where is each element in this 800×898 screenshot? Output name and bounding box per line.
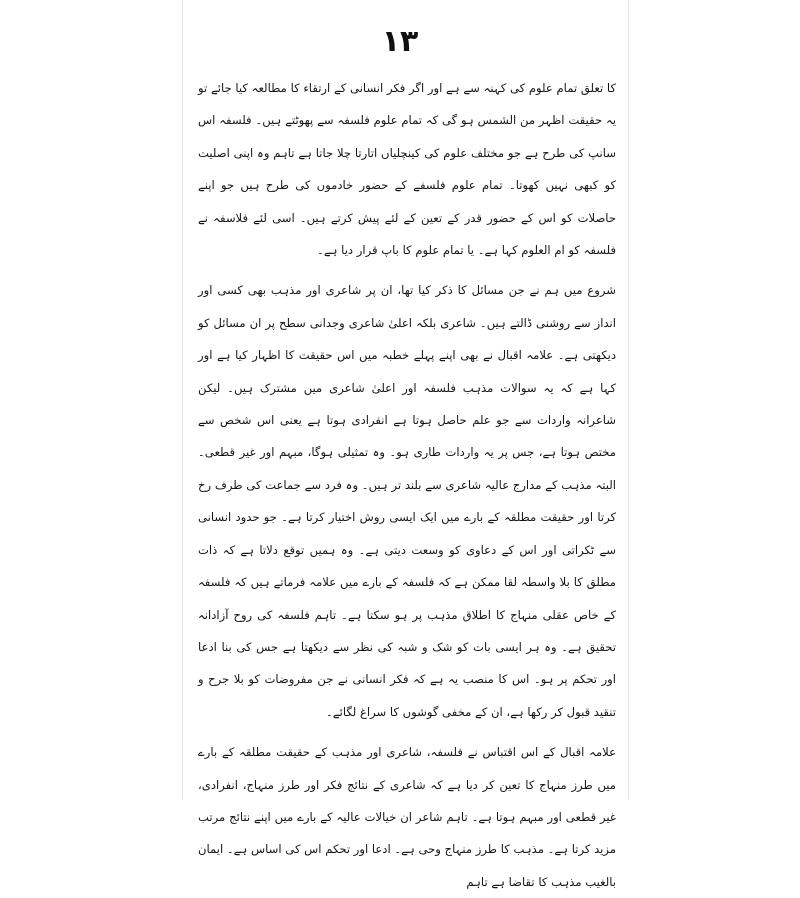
- paragraph-1: کا تعلق تمام علوم کی کہنہ سے ہے اور اگر فکر انسانی کے ارتقاء کا مطالعہ کیا جائے تو یہ حقیقت اظہر من الشمس ہو گی کہ تمام علوم فلسفہ سے پھوٹتے ہیں۔ فلسفہ اس سانپ کی طرح ہے جو مختلف علوم کی کینچلیاں اتارتا چلا جاتا ہے تاہم وہ اپنی اصلیت کو کبھی نہیں کھوتا۔ تمام علوم فلسفے کے حضور خادموں کی طرح ہیں جو اپنے حاصلات کو اس کے حضور قدر کے تعین کے لئے پیش کرتے ہیں۔ اسی لئے فلاسفہ نے فلسفہ کو ام العلوم کہا ہے۔ یا تمام علوم کا باپ قرار دیا ہے۔: [198, 81, 616, 258]
- body-text: [198, 72, 616, 898]
- page-edge-left: [182, 0, 183, 800]
- paragraph-2: شروع میں ہم نے جن مسائل کا ذکر کیا تھا، ان پر شاعری اور مذہب بھی کسی اور انداز سے روشنی ڈالتے ہیں۔ شاعری بلکہ اعلیٰ شاعری وجدانی سطح پر ان مسائل کو دیکھتی ہے۔ علامہ اقبال نے بھی اپنے پہلے خطبہ میں اس حقیقت کا اظہار کیا ہے اور کہا ہے کہ یہ سوالات مذہب فلسفہ اور اعلیٰ شاعری میں مشترک ہیں۔ لیکن شاعرانہ واردات سے جو علم حاصل ہوتا ہے انفرادی ہوتا ہے یعنی اس شخص سے مختص ہوتا ہے، جس پر یہ واردات طاری ہو۔ وہ تمثیلی ہوگا، مبہم اور غیر قطعی۔ البتہ مذہب کے مدارج عالیہ شاعری سے بلند تر ہیں۔ وہ فرد سے جماعت کی طرف رخ کرتا اور حقیقت مطلقہ کے بارے میں ایک ایسی روش اختیار کرتا ہے۔ جو حدود انسانی سے ٹکراتی اور اس کے دعاوی کو وسعت دیتی ہے۔ وہ ہمیں توقع دلاتا ہے کہ ذات مطلق کا بلا واسطہ لقا ممکن ہے کہ فلسفہ کے بارے میں علامہ فرماتے ہیں کہ فلسفہ کے خاص عقلی منہاج کا اطلاق مذہب پر ہو سکتا ہے۔ تاہم فلسفہ کی روح آزادانہ تحقیق ہے۔ وہ ہر ایسی بات کو شک و شبہ کی نظر سے دیکھتا ہے جس کی بنا ادعا اور تحکم پر ہو۔ اس کا منصب یہ ہے کہ فکر انسانی نے جن مفروضات کو بلا جرح و تنقید قبول کر رکھا ہے، ان کے مخفی گوشوں کا سراغ لگائے۔: [198, 283, 616, 719]
- page-edge-right: [628, 0, 629, 800]
- page-number: ۱۳: [381, 24, 419, 59]
- paragraph-3: علامہ اقبال کے اس اقتباس نے فلسفہ، شاعری اور مذہب کے حقیقت مطلقہ کے بارے میں طرز منہاج کا تعین کر دیا ہے کہ شاعری کے نتائج فکر اور طرز منہاج، انفرادی، غیر قطعی اور مبہم ہوتا ہے۔ تاہم شاعر ان خیالات عالیہ کے بارے میں اپنے نتائج مرتب مزید کرتا ہے۔ مذہب کا طرز منہاج وحی ہے۔ ادعا اور تحکم اس کی اساس ہے۔ ایمان بالغیب مذہب کا تقاضا ہے تاہم: [198, 745, 616, 889]
